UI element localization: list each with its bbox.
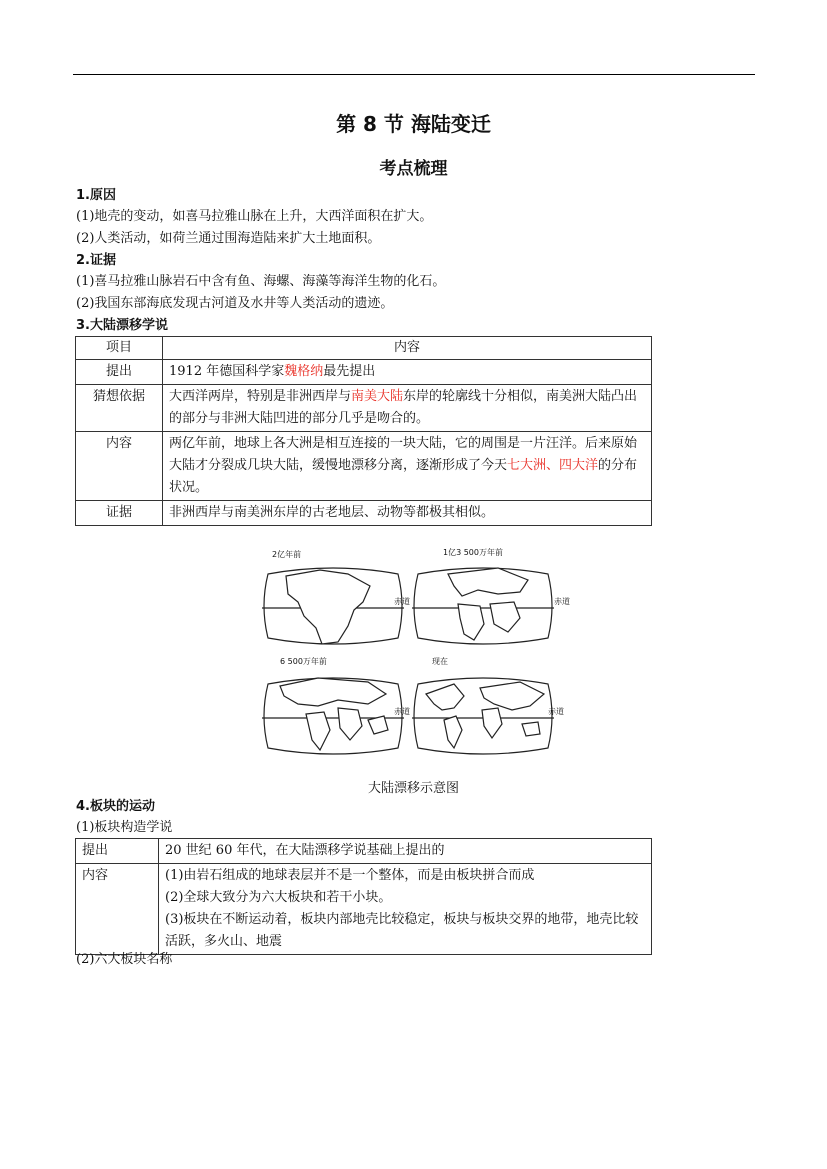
landmass: [280, 678, 386, 706]
landmass: [458, 604, 484, 640]
equator-label: 赤道: [394, 707, 410, 716]
section-2-item: (2)我国东部海底发现古河道及水井等人类活动的遗迹。: [76, 296, 394, 311]
figure-caption: 大陆漂移示意图: [367, 781, 459, 796]
landmass: [448, 568, 528, 596]
landmass: [368, 716, 388, 734]
list-item: (1)由岩石组成的地球表层并不是一个整体，而是由板块拼合而成: [165, 868, 535, 883]
row-key: 内容: [76, 864, 159, 955]
row-key: 提出: [76, 360, 163, 385]
section-1-item: (2)人类活动，如荷兰通过围海造陆来扩大土地面积。: [76, 231, 381, 246]
landmass: [426, 684, 464, 710]
map-label: 现在: [432, 657, 448, 666]
landmass: [490, 602, 520, 632]
row-value: 两亿年前，地球上各大洲是相互连接的一块大陆，它的周围是一片汪洋。后来原始大陆才分裂成几块大陆，缓慢地漂移分离，逐渐形成了今天七大洲、四大洋的分布状况。: [163, 432, 652, 501]
equator-label: 赤道: [548, 707, 564, 716]
table-row: [76, 839, 652, 864]
continental-drift-figure: [258, 544, 568, 762]
row-value: 大西洋两岸，特别是非洲西岸与南美大陆东岸的轮廓线十分相似，南美洲大陆凸出的部分与非洲大陆凹进的部分几乎是吻合的。: [163, 385, 652, 432]
landmass: [482, 708, 502, 738]
table-row: [76, 385, 652, 432]
row-value: 1912 年德国科学家魏格纳最先提出: [163, 360, 652, 385]
row-value: [159, 864, 652, 955]
row-key: 提出: [76, 839, 159, 864]
highlight-text: 七大洲、四大洋: [507, 458, 599, 473]
col-content-header: 内容: [163, 337, 652, 360]
landmass: [480, 682, 544, 710]
row-key: 证据: [76, 501, 163, 526]
row-key: 猜想依据: [76, 385, 163, 432]
list-item: (3)板块在不断运动着，板块内部地壳比较稳定，板块与板块交界的地带，地壳比较活跃，多火山、地震: [165, 912, 639, 949]
table-row: [76, 360, 652, 385]
row-value: 20 世纪 60 年代，在大陆漂移学说基础上提出的: [159, 839, 652, 864]
continental-drift-table: [75, 336, 652, 526]
landmass: [338, 708, 362, 740]
header-rule: [73, 74, 755, 75]
equator-label: 赤道: [554, 597, 570, 606]
section-2-item: (1)喜马拉雅山脉岩石中含有鱼、海螺、海藻等海洋生物的化石。: [76, 274, 446, 289]
plate-tectonics-table: [75, 838, 652, 955]
section-1-item: (1)地壳的变动，如喜马拉雅山脉在上升，大西洋面积在扩大。: [76, 209, 433, 224]
equator-label: 赤道: [394, 597, 410, 606]
section-4-subheading: (1)板块构造学说: [76, 820, 173, 835]
table-row: [76, 432, 652, 501]
page-title: 第 8 节 海陆变迁: [336, 112, 491, 136]
section-4-heading: 4.板块的运动: [76, 799, 155, 814]
landmass: [522, 722, 540, 736]
row-key: 内容: [76, 432, 163, 501]
section-4-subheading: (2)六大板块名称: [76, 952, 173, 967]
page-subtitle: 考点梳理: [379, 159, 448, 179]
highlight-text: 魏格纳: [284, 364, 324, 379]
map-label: 1亿3 500万年前: [443, 548, 503, 557]
table-header-row: [76, 337, 652, 360]
table-row: [76, 864, 652, 955]
landmass: [306, 712, 330, 750]
map-label: 6 500万年前: [280, 657, 327, 666]
section-2-heading: 2.证据: [76, 253, 116, 268]
highlight-text: 南美大陆: [351, 389, 404, 404]
landmass: [444, 716, 462, 748]
map-label: 2亿年前: [272, 550, 302, 559]
list-item: (2)全球大致分为六大板块和若干小块。: [165, 890, 392, 905]
pangaea-landmass: [286, 570, 370, 644]
col-item-header: 项目: [76, 337, 163, 360]
section-1-heading: 1.原因: [76, 188, 116, 203]
row-value: 非洲西岸与南美洲东岸的古老地层、动物等都极其相似。: [163, 501, 652, 526]
table-row: [76, 501, 652, 526]
section-3-heading: 3.大陆漂移学说: [76, 318, 168, 333]
